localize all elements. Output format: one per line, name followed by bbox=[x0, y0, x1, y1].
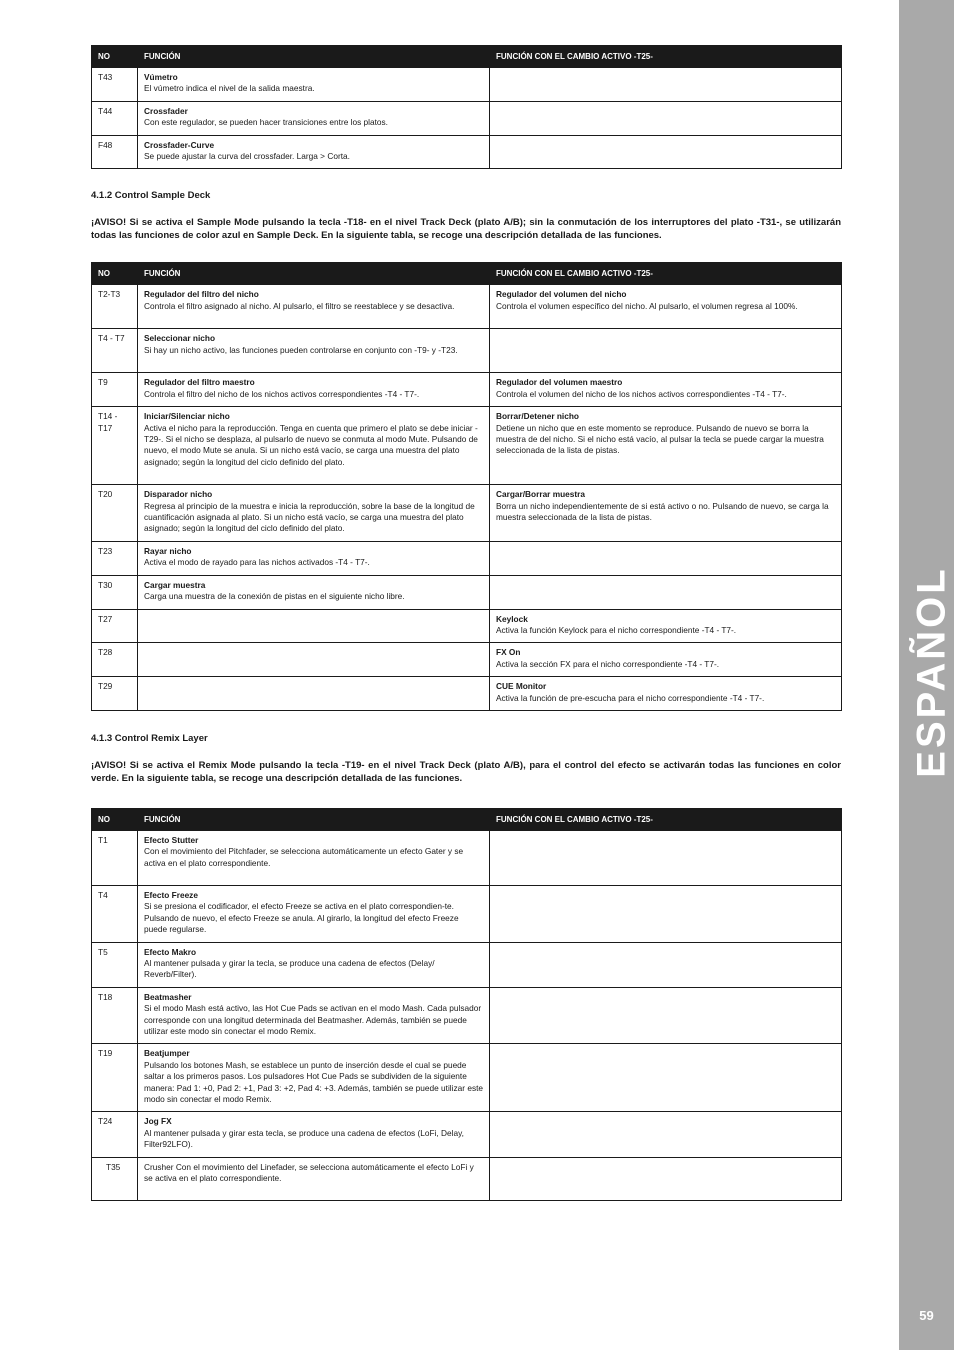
function-desc: Al mantener pulsada y girar la tecla, se produce una cadena de efectos (Delay/ Reverb/Filter). bbox=[144, 957, 435, 980]
table-row bbox=[92, 68, 842, 102]
section-heading-remix-layer: 4.1.3 Control Remix Layer bbox=[91, 732, 208, 744]
function-desc: Si el modo Mash está activo, las Hot Cue Pads se activan en el modo Mash. Cada pulsador corresponde con una longitud determinada del Beatmasher. Además, también se puede utilizar este modo sin conectar el modo Remix. bbox=[144, 1003, 482, 1036]
row-shift-function bbox=[490, 135, 842, 169]
row-no: T1 bbox=[92, 830, 138, 885]
row-no: T27 bbox=[92, 609, 138, 643]
row-no: F48 bbox=[92, 135, 138, 169]
table-row bbox=[92, 1044, 842, 1112]
function-title: Regulador del filtro maestro bbox=[144, 377, 255, 388]
function-desc: Se puede ajustar la curva del crossfader. Larga > Corta. bbox=[144, 151, 350, 162]
row-no: T4 bbox=[92, 885, 138, 942]
row-no: T4 - T7 bbox=[92, 329, 138, 373]
table-row bbox=[92, 101, 842, 135]
row-shift-function bbox=[490, 677, 842, 711]
table-row bbox=[92, 485, 842, 542]
header-funcion: FUNCIÓN bbox=[138, 808, 490, 830]
shift-function-title: Regulador del volumen maestro bbox=[496, 377, 623, 388]
function-desc: Al mantener pulsada y girar esta tecla, se produce una cadena de efectos (LoFi, Delay, Filter92LFO). bbox=[144, 1127, 464, 1150]
function-desc: Con el movimiento del Pitchfader, se selecciona automáticamente un efecto Gater y se activa en el plato correspondiente. bbox=[144, 846, 464, 868]
row-shift-function bbox=[490, 68, 842, 102]
row-shift-function bbox=[490, 485, 842, 542]
header-funcion-shift: FUNCIÓN CON EL CAMBIO ACTIVO -T25- bbox=[490, 808, 842, 830]
row-function bbox=[138, 407, 490, 485]
row-shift-function bbox=[490, 329, 842, 373]
function-title: Disparador nicho bbox=[144, 489, 213, 500]
function-desc: Con este regulador, se pueden hacer transiciones entre los platos. bbox=[144, 117, 388, 128]
table-row bbox=[92, 407, 842, 485]
table-row bbox=[92, 135, 842, 169]
table-header-row bbox=[92, 263, 842, 285]
row-shift-function bbox=[490, 643, 842, 677]
row-no: T35 bbox=[92, 1157, 138, 1200]
row-no: T24 bbox=[92, 1112, 138, 1157]
shift-function-desc: Activa la sección FX para el nicho correspondiente -T4 - T7-. bbox=[496, 658, 720, 669]
row-shift-function bbox=[490, 885, 842, 942]
table-row bbox=[92, 830, 842, 885]
function-title: Rayar nicho bbox=[144, 545, 192, 556]
table-row bbox=[92, 541, 842, 575]
row-function bbox=[138, 643, 490, 677]
shift-function-desc: Controla el volumen del nicho de los nichos activos correspondientes -T4 - T7-. bbox=[496, 388, 787, 399]
row-function bbox=[138, 68, 490, 102]
shift-function-desc: Activa la función Keylock para el nicho correspondiente -T4 - T7-. bbox=[496, 624, 737, 635]
function-title: Crossfader-Curve bbox=[144, 139, 215, 150]
section-heading-sample-deck: 4.1.2 Control Sample Deck bbox=[91, 190, 211, 202]
shift-function-desc: Controla el volumen específico del nicho. Al pulsarlo, el volumen regresa al 100%. bbox=[496, 300, 798, 311]
row-function bbox=[138, 135, 490, 169]
function-table-1 bbox=[91, 45, 842, 169]
row-shift-function bbox=[490, 101, 842, 135]
row-function bbox=[138, 329, 490, 373]
table-header-row bbox=[92, 808, 842, 830]
row-shift-function bbox=[490, 1044, 842, 1112]
row-no: T28 bbox=[92, 643, 138, 677]
row-function bbox=[138, 1112, 490, 1157]
row-shift-function bbox=[490, 285, 842, 329]
row-function bbox=[138, 541, 490, 575]
warning-sample-deck: ¡AVISO! Si se activa el Sample Mode pulsando la tecla -T18- en el nivel Track Deck (plato A/B); sin la conmutación de los interruptores del plato -T31-, se utilizarán todas las funciones de color azul en Sample Deck. En la siguiente tabla, se recoge una descripción detallada de las funciones. bbox=[91, 217, 841, 242]
row-function bbox=[138, 1157, 490, 1200]
function-desc: Controla el filtro del nicho de los nichos activos correspondientes -T4 - T7-. bbox=[144, 388, 420, 399]
function-table-remix-layer bbox=[91, 808, 842, 1201]
row-shift-function bbox=[490, 830, 842, 885]
function-desc: Si hay un nicho activo, las funciones pueden controlarse en conjunto con -T9- y -T23. bbox=[144, 344, 458, 355]
header-funcion-shift: FUNCIÓN CON EL CAMBIO ACTIVO -T25- bbox=[490, 263, 842, 285]
shift-function-desc: Borra un nicho independientemente de si está activo o no. Pulsando de nuevo, se carga la muestra seleccionada de la lista de pistas. bbox=[496, 500, 829, 523]
side-language-label: ESPAÑOL bbox=[909, 566, 954, 778]
row-no: T9 bbox=[92, 373, 138, 407]
row-shift-function bbox=[490, 1112, 842, 1157]
function-title: Jog FX bbox=[144, 1116, 172, 1127]
function-title: Beatmasher bbox=[144, 991, 192, 1002]
row-no: T43 bbox=[92, 68, 138, 102]
table-row bbox=[92, 329, 842, 373]
function-title: Efecto Makro bbox=[144, 946, 197, 957]
row-function bbox=[138, 885, 490, 942]
function-title: Efecto Freeze bbox=[144, 889, 198, 900]
shift-function-title: Regulador del volumen del nicho bbox=[496, 289, 627, 300]
function-desc: Crusher Con el movimiento del Linefader, se selecciona automáticamente el efecto LoFi y se activa en el plato correspondiente. bbox=[144, 1161, 474, 1184]
header-funcion: FUNCIÓN bbox=[138, 263, 490, 285]
row-no: T20 bbox=[92, 485, 138, 542]
row-function bbox=[138, 285, 490, 329]
table-row bbox=[92, 1157, 842, 1200]
function-desc: Activa el modo de rayado para las nichos activados -T4 - T7-. bbox=[144, 557, 370, 568]
row-no: T44 bbox=[92, 101, 138, 135]
row-no: T2-T3 bbox=[92, 285, 138, 329]
table-row bbox=[92, 942, 842, 987]
function-table-sample-deck bbox=[91, 262, 842, 711]
row-function bbox=[138, 830, 490, 885]
row-function bbox=[138, 575, 490, 609]
table-row bbox=[92, 575, 842, 609]
row-function bbox=[138, 101, 490, 135]
row-no: T14 -T17 bbox=[92, 407, 138, 485]
shift-function-desc: Detiene un nicho que en este momento se reproduce. Pulsando de nuevo se borra la muestra de del nicho. Si el nicho está vacío, al pulsar la tecla se puede cargar la muestra seleccionada de la lista de pistas. bbox=[496, 422, 824, 456]
function-desc: Si se presiona el codificador, el efecto Freeze se activa en el plato correspondien-te. Pulsando de nuevo, el efecto Freeze se anula. Al girarlo, la longitud del efecto Freeze puede regularse. bbox=[144, 901, 459, 935]
row-no: T23 bbox=[92, 541, 138, 575]
function-title: Efecto Stutter bbox=[144, 834, 199, 845]
shift-function-desc: Activa la función de pre-escucha para el nicho correspondiente -T4 - T7-. bbox=[496, 692, 765, 703]
warning-remix-layer: ¡AVISO! Si se activa el Remix Mode pulsando la tecla -T19- en el nivel Track Deck (plato A/B), para el control del efecto se activarán todas las funciones en color verde. En la siguiente tabla, se recoge una descripción detallada de las funciones. bbox=[91, 759, 841, 784]
row-shift-function bbox=[490, 575, 842, 609]
shift-function-title: Keylock bbox=[496, 613, 528, 624]
row-no: T19 bbox=[92, 1044, 138, 1112]
row-function bbox=[138, 677, 490, 711]
row-function bbox=[138, 485, 490, 542]
header-funcion: FUNCIÓN bbox=[138, 46, 490, 68]
header-no: NO bbox=[92, 808, 138, 830]
row-no: T5 bbox=[92, 942, 138, 987]
table-header-row bbox=[92, 46, 842, 68]
function-title: Seleccionar nicho bbox=[144, 333, 216, 344]
function-title: Vúmetro bbox=[144, 72, 178, 82]
shift-function-title: CUE Monitor bbox=[496, 681, 547, 692]
table-row bbox=[92, 285, 842, 329]
function-desc: El vúmetro indica el nivel de la salida maestra. bbox=[144, 83, 315, 94]
function-title: Iniciar/Silenciar nicho bbox=[144, 411, 230, 422]
row-function bbox=[138, 987, 490, 1044]
function-title: Beatjumper bbox=[144, 1048, 190, 1059]
header-funcion-shift: FUNCIÓN CON EL CAMBIO ACTIVO -T25- bbox=[490, 46, 842, 68]
page-content bbox=[91, 45, 841, 1201]
function-title: Regulador del filtro del nicho bbox=[144, 289, 259, 300]
shift-function-title: Cargar/Borrar muestra bbox=[496, 489, 585, 500]
function-desc: Carga una muestra de la conexión de pistas en el siguiente nicho libre. bbox=[144, 591, 405, 602]
page-number: 59 bbox=[919, 1308, 934, 1323]
header-no: NO bbox=[92, 46, 138, 68]
header-no: NO bbox=[92, 263, 138, 285]
table-row bbox=[92, 987, 842, 1044]
row-function bbox=[138, 373, 490, 407]
row-function bbox=[138, 942, 490, 987]
function-title: Cargar muestra bbox=[144, 579, 206, 590]
table-row bbox=[92, 677, 842, 711]
row-function bbox=[138, 609, 490, 643]
row-shift-function bbox=[490, 541, 842, 575]
function-desc: Controla el filtro asignado al nicho. Al pulsarlo, el filtro se reestablece y se desactiva. bbox=[144, 300, 455, 311]
row-shift-function bbox=[490, 609, 842, 643]
row-no: T18 bbox=[92, 987, 138, 1044]
table-row bbox=[92, 885, 842, 942]
shift-function-title: FX On bbox=[496, 647, 521, 658]
row-shift-function bbox=[490, 407, 842, 485]
row-shift-function bbox=[490, 373, 842, 407]
shift-function-title: Borrar/Detener nicho bbox=[496, 411, 579, 422]
table-row bbox=[92, 1112, 842, 1157]
function-desc: Regresa al principio de la muestra e inicia la reproducción, sobre la base de la longitud de cuantificación asignada al plato. Si un nicho está vacío, se carga una muestra del plato asignado; según la longitud del ciclo definido del plato. bbox=[144, 500, 475, 534]
row-shift-function bbox=[490, 1157, 842, 1200]
row-shift-function bbox=[490, 987, 842, 1044]
table-row bbox=[92, 609, 842, 643]
table-row bbox=[92, 373, 842, 407]
function-title: Crossfader bbox=[144, 105, 188, 116]
row-no: T29 bbox=[92, 677, 138, 711]
table-row bbox=[92, 643, 842, 677]
row-function bbox=[138, 1044, 490, 1112]
row-shift-function bbox=[490, 942, 842, 987]
function-desc: Pulsando los botones Mash, se establece un punto de inserción desde el cual se puede saltar a los primeros pasos. Los pulsadores Hot Cue Pads se subdividen de la siguiente manera: Pad 1: +0, Pad 2: +1, Pad 3: +2, Pad 4: +3. Además, también se puede utilizar este modo sin conectar el modo Remix. bbox=[144, 1059, 484, 1105]
function-desc: Activa el nicho para la reproducción. Tenga en cuenta que primero el plato se debe iniciar -T29-. Si el nicho se desplaza, al pulsarlo de nuevo se conmuta al modo Mute. Pulsando de nuevo, el modo Mute se anula. Si un nicho está vacío, se carga una muestra del plato asignado; según la longitud del ciclo definido del plato. bbox=[144, 422, 478, 467]
row-no: T30 bbox=[92, 575, 138, 609]
